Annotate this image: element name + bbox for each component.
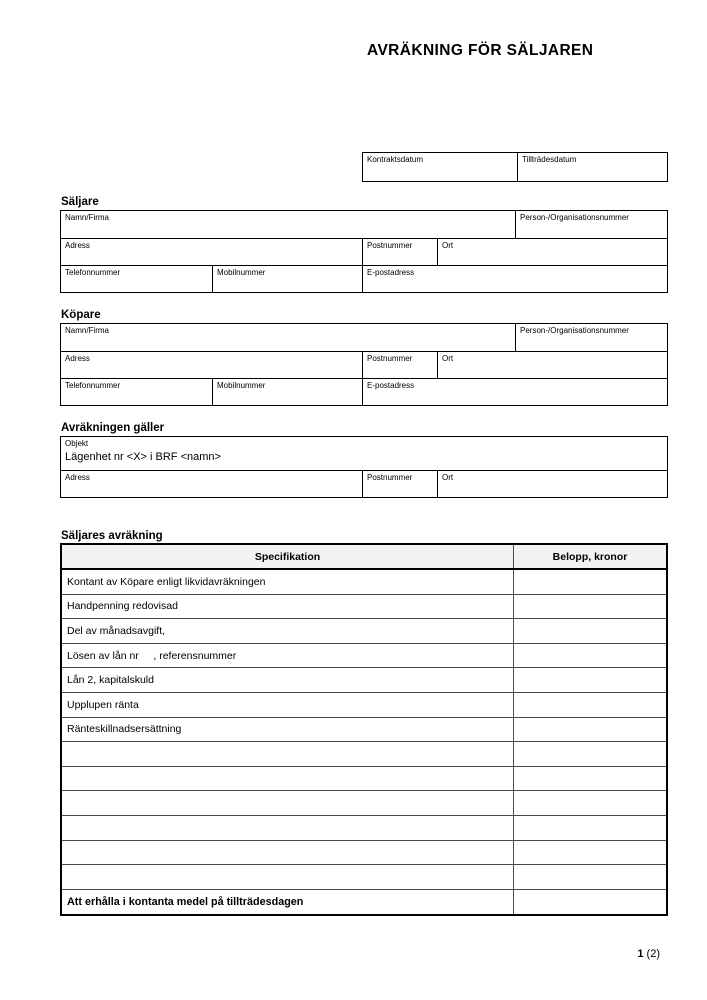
field-label: E-postadress	[367, 268, 415, 277]
table-row	[62, 595, 666, 620]
field-label: Ort	[442, 354, 454, 363]
page-number-current: 1	[637, 948, 644, 960]
spec-cell: Ränteskillnadsersättning	[62, 718, 514, 742]
dates-table	[362, 152, 668, 182]
subject-field-adress[interactable]	[61, 471, 362, 497]
field-value-objekt: Lägenhet nr <X> i BRF <namn>	[65, 451, 221, 463]
buyer-field-epostadress[interactable]	[362, 379, 667, 405]
field-label: Namn/Firma	[65, 213, 110, 222]
seller-field-ort[interactable]	[437, 239, 667, 265]
table-row-total	[62, 890, 666, 915]
field-label: Ort	[442, 241, 454, 250]
field-label: Objekt	[65, 439, 89, 448]
field-label: Postnummer	[367, 241, 413, 250]
field-label: Namn/Firma	[65, 326, 110, 335]
amount-cell[interactable]	[514, 865, 666, 889]
table-row	[363, 153, 667, 181]
buyer-field-namn-firma[interactable]	[61, 324, 515, 351]
column-header-specifikation: Specifikation	[62, 545, 514, 568]
field-label: Ort	[442, 473, 454, 482]
seller-field-person-orgnummer[interactable]	[515, 211, 667, 238]
subject-field-ort[interactable]	[437, 471, 667, 497]
field-label: Mobilnummer	[217, 381, 266, 390]
field-tilltradesdatum[interactable]	[517, 153, 667, 181]
spec-cell: Kontant av Köpare enligt likvidavräkningen	[62, 570, 514, 594]
buyer-field-ort[interactable]	[437, 352, 667, 378]
table-row	[61, 351, 667, 378]
section-heading-kopare: Köpare	[61, 309, 101, 321]
spec-cell: Del av månadsavgift,	[62, 619, 514, 643]
page-number-total: (2)	[646, 948, 660, 960]
table-row	[62, 841, 666, 866]
subject-table	[60, 436, 668, 498]
column-header-belopp: Belopp, kronor	[552, 550, 628, 563]
spec-cell-blank[interactable]	[62, 816, 514, 840]
amount-cell[interactable]	[514, 668, 666, 692]
field-label: Telefonnummer	[65, 381, 121, 390]
amount-cell[interactable]	[514, 718, 666, 742]
amount-cell[interactable]	[514, 619, 666, 643]
amount-cell[interactable]	[514, 791, 666, 815]
field-label-kontraktsdatum: Kontraktsdatum	[367, 155, 424, 164]
amount-cell[interactable]	[514, 570, 666, 594]
document-title: AVRÄKNING FÖR SÄLJAREN	[367, 42, 594, 59]
table-row	[62, 865, 666, 890]
table-row	[62, 816, 666, 841]
buyer-field-mobilnummer[interactable]	[212, 379, 362, 405]
table-row	[62, 619, 666, 644]
spec-cell-blank[interactable]	[62, 865, 514, 889]
field-label: Mobilnummer	[217, 268, 266, 277]
field-label: Postnummer	[367, 354, 413, 363]
table-row	[61, 378, 667, 405]
table-row	[62, 668, 666, 693]
amount-cell[interactable]	[514, 841, 666, 865]
table-row	[62, 742, 666, 767]
field-label: Telefonnummer	[65, 268, 121, 277]
settlement-header-row	[62, 545, 666, 570]
amount-cell[interactable]	[514, 693, 666, 717]
buyer-field-person-orgnummer[interactable]	[515, 324, 667, 351]
section-heading-avrakningen-galler: Avräkningen gäller	[61, 422, 165, 434]
spec-cell: Upplupen ränta	[62, 693, 514, 717]
seller-field-postnummer[interactable]	[362, 239, 437, 265]
table-row	[61, 437, 667, 470]
table-row	[62, 644, 666, 669]
settlement-table	[60, 543, 668, 916]
page-number	[637, 948, 660, 960]
table-row	[62, 718, 666, 743]
buyer-field-postnummer[interactable]	[362, 352, 437, 378]
table-row	[62, 767, 666, 792]
subject-field-postnummer[interactable]	[362, 471, 437, 497]
buyer-field-telefonnummer[interactable]	[61, 379, 212, 405]
spec-cell-blank[interactable]	[62, 767, 514, 791]
field-label: Person-/Organisationsnummer	[520, 213, 629, 222]
field-label: Postnummer	[367, 473, 413, 482]
buyer-table	[60, 323, 668, 406]
amount-cell[interactable]	[514, 595, 666, 619]
field-label-tilltradesdatum: Tillträdesdatum	[522, 155, 577, 164]
table-row	[61, 211, 667, 238]
field-label: E-postadress	[367, 381, 415, 390]
section-heading-saljare: Säljare	[61, 196, 99, 208]
table-row	[61, 265, 667, 292]
table-row	[61, 470, 667, 497]
field-label: Adress	[65, 241, 90, 250]
subject-field-objekt[interactable]	[61, 437, 667, 470]
seller-field-epostadress[interactable]	[362, 266, 667, 292]
spec-cell: Lån 2, kapitalskuld	[62, 668, 514, 692]
amount-cell[interactable]	[514, 767, 666, 791]
spec-cell-blank[interactable]	[62, 841, 514, 865]
seller-field-adress[interactable]	[61, 239, 362, 265]
amount-cell[interactable]	[514, 816, 666, 840]
table-row	[62, 791, 666, 816]
seller-field-mobilnummer[interactable]	[212, 266, 362, 292]
seller-table	[60, 210, 668, 293]
field-label: Adress	[65, 473, 90, 482]
spec-cell-total: Att erhålla i kontanta medel på tillträdesdagen	[62, 890, 514, 915]
spec-cell-blank[interactable]	[62, 791, 514, 815]
table-row	[62, 693, 666, 718]
seller-field-telefonnummer[interactable]	[61, 266, 212, 292]
table-row	[61, 238, 667, 265]
table-row	[61, 324, 667, 351]
spec-cell: Lösen av lån nr , referensnummer	[62, 644, 514, 668]
seller-field-namn-firma[interactable]	[61, 211, 515, 238]
amount-cell[interactable]	[514, 742, 666, 766]
field-kontraktsdatum[interactable]	[363, 153, 517, 181]
amount-cell[interactable]	[514, 644, 666, 668]
field-label: Person-/Organisationsnummer	[520, 326, 629, 335]
field-label: Adress	[65, 354, 90, 363]
spec-cell: Handpenning redovisad	[62, 595, 514, 619]
buyer-field-adress[interactable]	[61, 352, 362, 378]
spec-cell-blank[interactable]	[62, 742, 514, 766]
table-row	[62, 570, 666, 595]
section-heading-saljares-avrakning: Säljares avräkning	[61, 530, 163, 542]
amount-cell[interactable]	[514, 890, 666, 915]
